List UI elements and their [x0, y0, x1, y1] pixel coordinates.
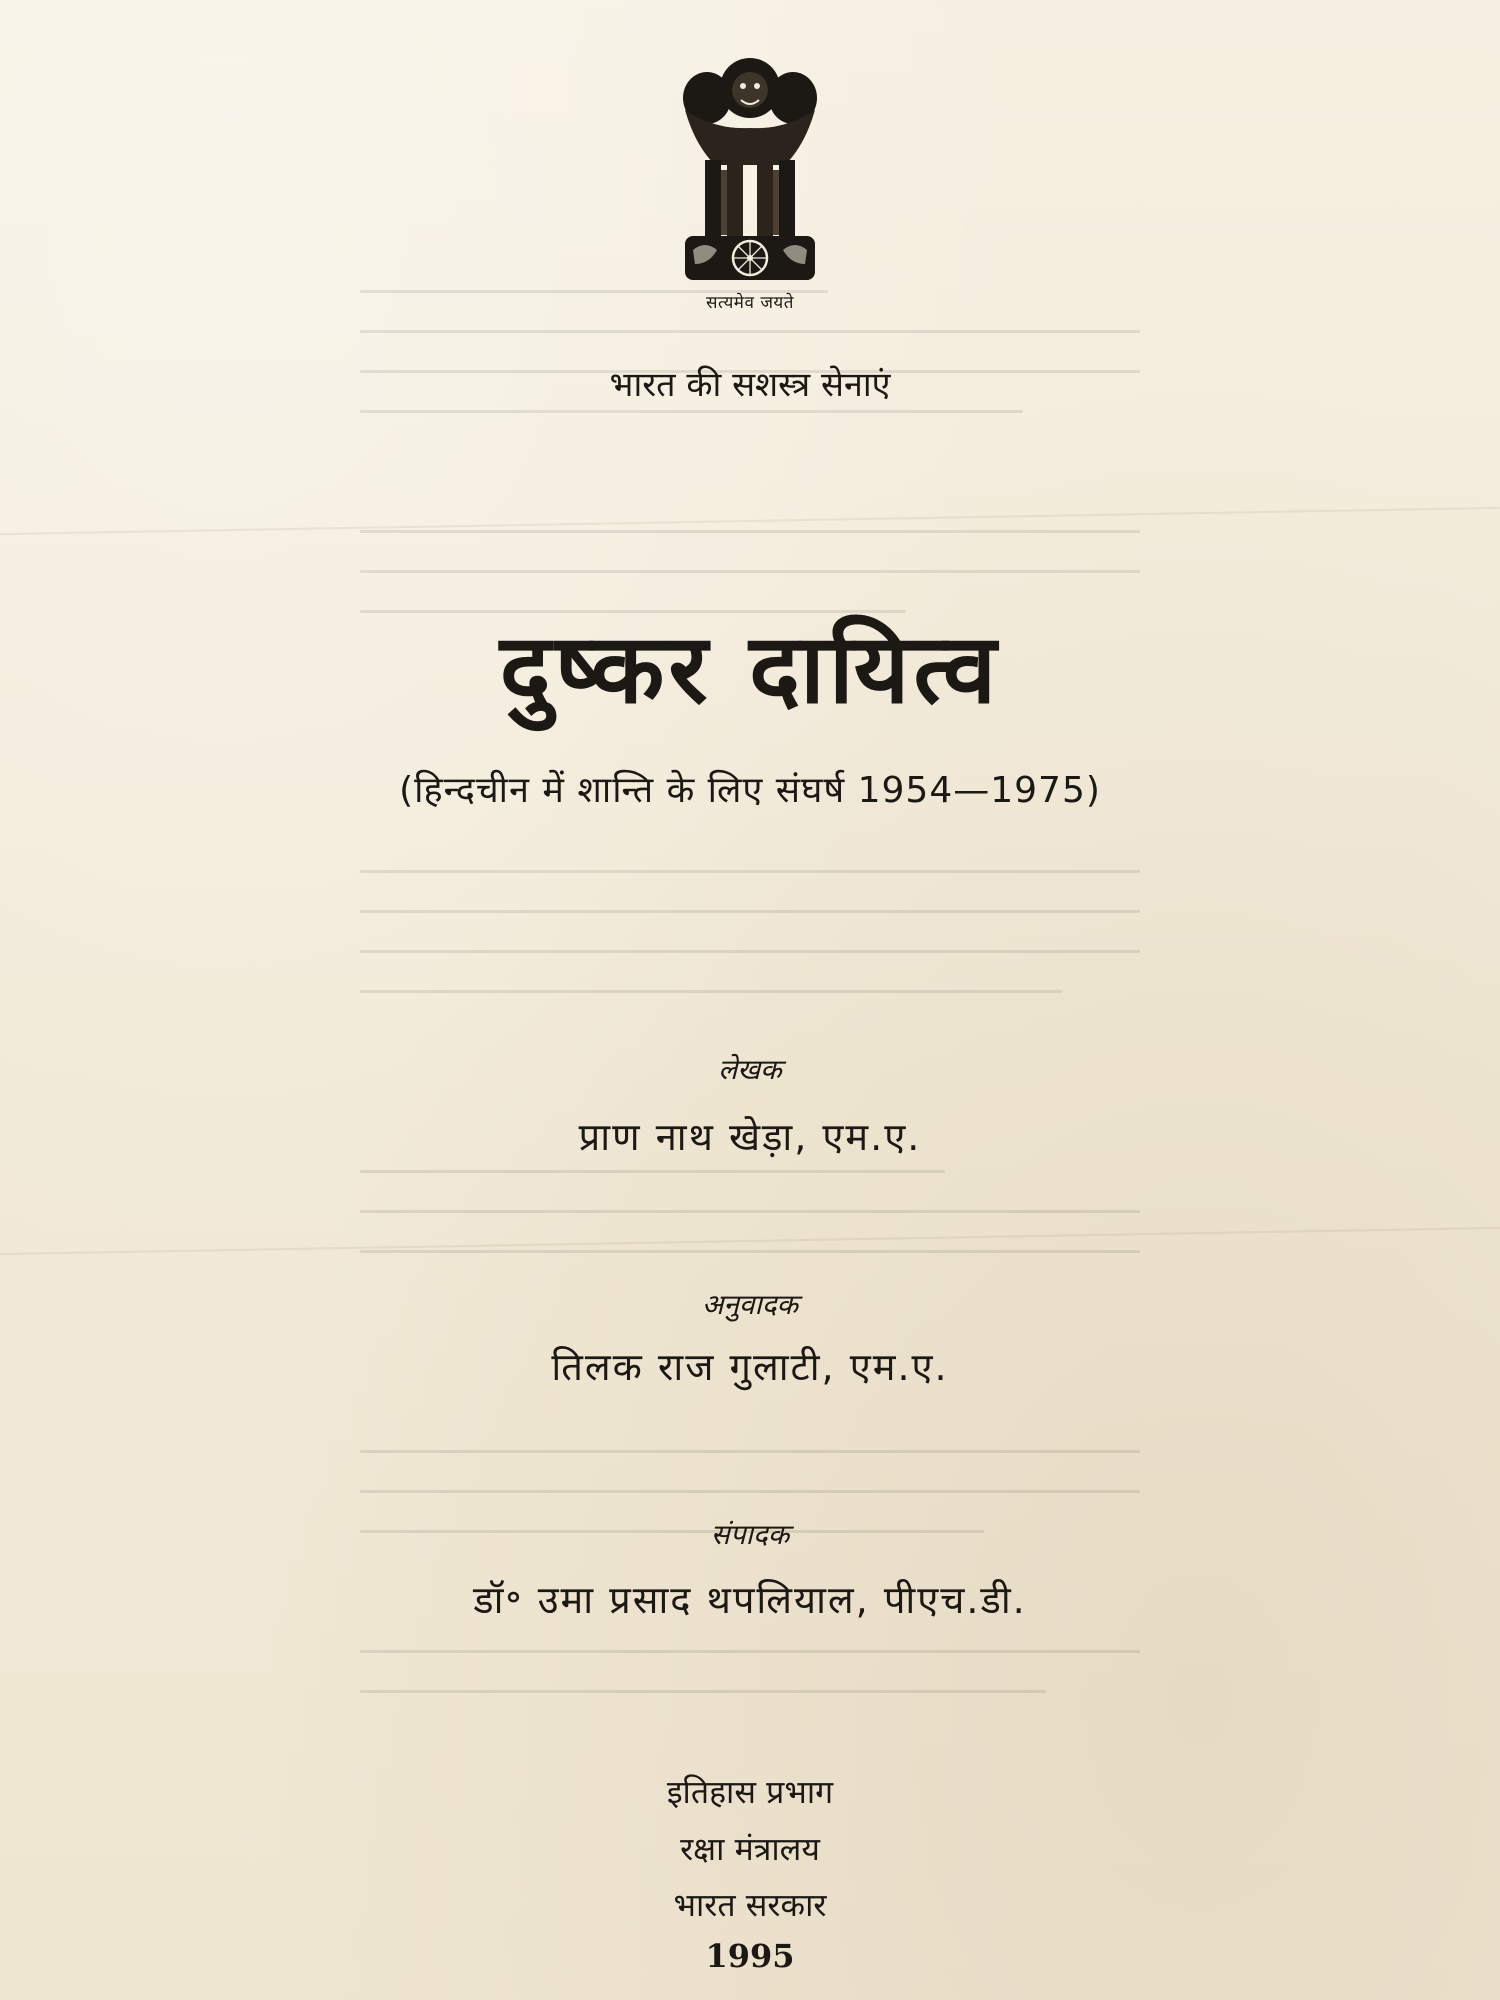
paper-fold-line: [0, 1227, 1500, 1255]
publication-year: 1995: [705, 1937, 795, 1975]
emblem-motto: सत्यमेव जयते: [706, 293, 794, 313]
lion-capital-emblem-icon: [665, 50, 835, 300]
paper-fold-line: [0, 507, 1500, 535]
publisher-division: इतिहास प्रभाग: [666, 1773, 834, 1811]
series-title: भारत की सशस्त्र सेनाएं: [609, 365, 891, 405]
translator-role-label: अनुवादक: [701, 1288, 799, 1321]
editor-name: डॉ॰ उमा प्रसाद थपलियाल, पीएच.डी.: [473, 1578, 1027, 1622]
author-name: प्राण नाथ खेड़ा, एम.ए.: [578, 1115, 922, 1159]
book-subtitle: (हिन्दचीन में शान्ति के लिए संघर्ष 1954—1975): [399, 770, 1101, 811]
publisher-government: भारत सरकार: [673, 1886, 827, 1924]
editor-role-label: संपादक: [710, 1518, 790, 1551]
author-role-label: लेखक: [718, 1053, 782, 1086]
publisher-ministry: रक्षा मंत्रालय: [680, 1830, 820, 1868]
book-title: दुष्कर दायित्व: [499, 613, 1001, 725]
translator-name: तिलक राज गुलाटी, एम.ए.: [551, 1345, 949, 1389]
